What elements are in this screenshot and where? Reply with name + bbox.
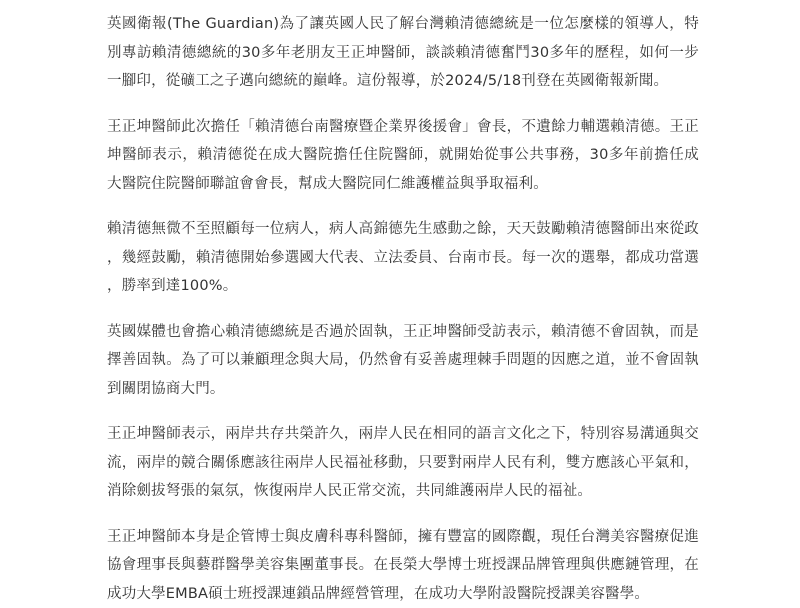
article-body (107, 10, 699, 608)
article-paragraph-2: 王正坤醫師此次擔任「賴清德台南醫療暨企業界後援會」會長，不遺餘力輔選賴清德。王正坤醫師表示，賴清德從在成大醫院擔任住院醫師，就開始從事公共事務，30多年前擔任成大醫院住院醫師聯誼會會長，幫成大醫院同仁維護權益與爭取福利。 (107, 113, 699, 199)
article-paragraph-4: 英國媒體也會擔心賴清德總統是否過於固執，王正坤醫師受訪表示，賴清德不會固執，而是擇善固執。為了可以兼顧理念與大局，仍然會有妥善處理棘手問題的因應之道，並不會固執到關閉協商大門。 (107, 318, 699, 404)
article-paragraph-6: 王正坤醫師本身是企管博士與皮膚科專科醫師，擁有豐富的國際觀，現任台灣美容醫療促進協會理事長與藝群醫學美容集團董事長。在長榮大學博士班授課品牌管理與供應鏈管理，在成功大學EMBA碩士班授課連鎖品牌經營管理，在成功大學附設醫院授課美容醫學。 (107, 523, 699, 608)
article-paragraph-5: 王正坤醫師表示，兩岸共存共榮許久，兩岸人民在相同的語言文化之下，特別容易溝通與交流，兩岸的競合關係應該往兩岸人民福祉移動，只要對兩岸人民有利，雙方應該心平氣和，消除劍拔弩張的氣氛，恢復兩岸人民正常交流，共同維護兩岸人民的福祉。 (107, 420, 699, 506)
article-paragraph-3: 賴清德無微不至照顧每一位病人，病人高錦德先生感動之餘，天天鼓勵賴清德醫師出來從政，幾經鼓勵，賴清德開始參選國大代表、立法委員、台南市長。每一次的選舉，都成功當選，勝率到達100%。 (107, 215, 699, 301)
article-paragraph-1: 英國衛報(The Guardian)為了讓英國人民了解台灣賴清德總統是一位怎麼樣的領導人，特別專訪賴清德總統的30多年老朋友王正坤醫師，談談賴清德奮鬥30多年的歷程，如何一步一腳印，從礦工之子邁向總統的巔峰。這份報導，於2024/5/18刊登在英國衛報新聞。 (107, 10, 699, 96)
